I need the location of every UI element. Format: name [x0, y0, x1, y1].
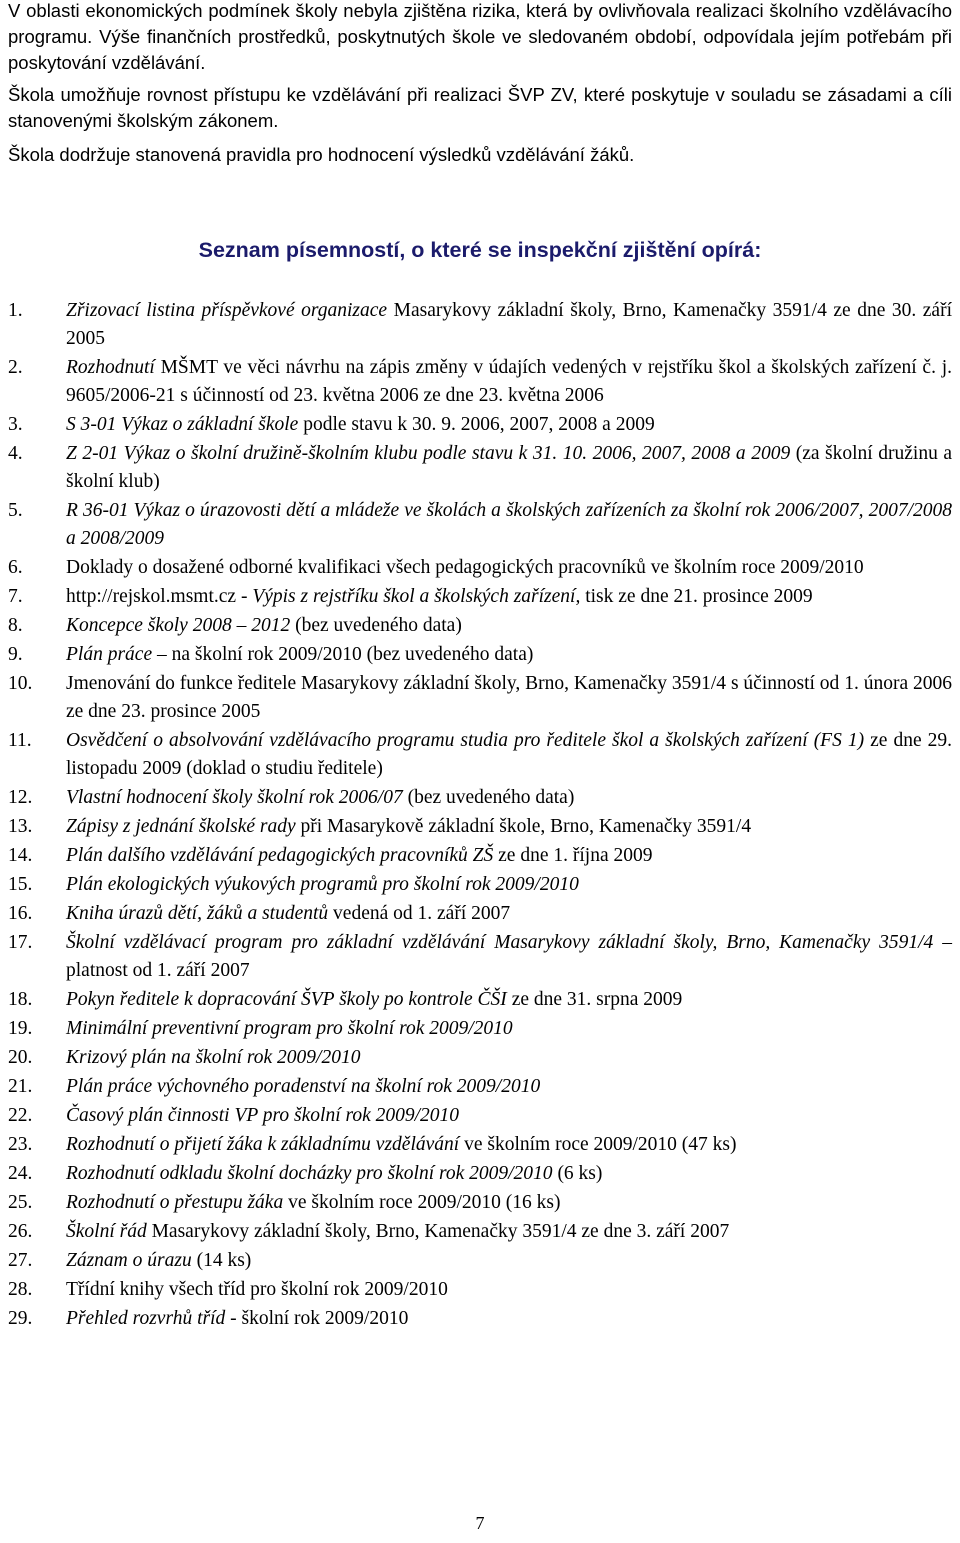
list-item-number: 17.	[8, 932, 33, 953]
document-title: Pokyn ředitele k dopracování ŠVP školy po kontrole ČŠI	[66, 989, 507, 1010]
list-item	[8, 1073, 952, 1101]
list-item-number: 11.	[8, 730, 32, 751]
document-title: Přehled rozvrhů tříd	[66, 1308, 226, 1329]
document-title: Osvědčení o absolvování vzdělávacího programu studia pro ředitele škol a školských zařízení (FS 1)	[66, 730, 865, 751]
document-title: S 3-01 Výkaz o základní škole	[66, 414, 299, 435]
document-detail: ve školním roce 2009/2010 (47 ks)	[459, 1134, 737, 1155]
document-title: Školní vzdělávací program pro základní vzdělávání Masarykovy základní školy, Brno, Kamenačky 3591/4	[66, 932, 934, 953]
list-item	[8, 1044, 952, 1072]
document-detail: ve školním roce 2009/2010 (16 ks)	[283, 1192, 561, 1213]
list-item	[8, 554, 952, 582]
document-detail: při Masarykově základní škole, Brno, Kamenačky 3591/4	[295, 816, 752, 837]
list-item-number: 6.	[8, 557, 23, 578]
intro-section	[8, 0, 952, 174]
document-title: Rozhodnutí o přijetí žáka k základnímu vzdělávání	[66, 1134, 460, 1155]
document-detail: Masarykovy základní školy, Brno, Kamenačky 3591/4 ze dne 30. září 2005	[66, 300, 952, 349]
document-title: R 36-01 Výkaz o úrazovosti dětí a mládeže ve školách a školských zařízeních za školní rok 2006/2007, 2007/2008 a 2008/2009	[66, 500, 952, 549]
document-detail: vedená od 1. září 2007	[328, 903, 511, 924]
document-title: Plán práce	[66, 644, 153, 665]
document-title: Časový plán činnosti VP pro školní rok 2009/2010	[66, 1105, 460, 1126]
document-detail: MŠMT ve věci návrhu na zápis změny v údajích vedených v rejstříku škol a školských zařízení č. j. 9605/2006-21 s účinností od 23. května 2006 ze dne 23. května 2006	[66, 357, 952, 406]
list-item-number: 5.	[8, 500, 23, 521]
intro-paragraph-assessment: Škola dodržuje stanovená pravidla pro hodnocení výsledků vzdělávání žáků.	[8, 144, 635, 165]
list-item	[8, 411, 952, 439]
list-item	[8, 297, 952, 353]
list-item-number: 8.	[8, 615, 23, 636]
list-item	[8, 670, 952, 726]
document-detail: (bez uvedeného data)	[402, 787, 575, 808]
document-title: Kniha úrazů dětí, žáků a studentů	[66, 903, 329, 924]
document-title: Zápisy z jednání školské rady	[66, 816, 296, 837]
list-item-number: 19.	[8, 1018, 33, 1039]
document-title: Plán dalšího vzdělávání pedagogických pracovníků ZŠ	[66, 845, 494, 866]
list-item-number: 20.	[8, 1047, 33, 1068]
list-item	[8, 583, 952, 611]
document-title: Zřizovací listina příspěvkové organizace	[66, 300, 388, 321]
list-item	[8, 1276, 952, 1304]
list-item-number: 22.	[8, 1105, 33, 1126]
list-item	[8, 354, 952, 410]
list-item-number: 16.	[8, 903, 33, 924]
intro-paragraph-economic: V oblasti ekonomických podmínek školy nebyla zjištěna rizika, která by ovlivňovala realizaci školního vzdělávacího programu. Výše finančních prostředků, poskytnutých škole ve sledovaném období, odpovídala jejím potřebám při poskytování vzdělávání.	[8, 0, 952, 73]
list-item	[8, 1160, 952, 1188]
list-item-number: 7.	[8, 586, 23, 607]
list-item-number: 21.	[8, 1076, 33, 1097]
documents-list-heading: Seznam písemností, o které se inspekční zjištění opírá:	[198, 238, 762, 262]
document-detail: http://rejskol.msmt.cz -	[66, 586, 253, 607]
document-title: Minimální preventivní program pro školní rok 2009/2010	[66, 1018, 513, 1039]
list-item-number: 25.	[8, 1192, 33, 1213]
list-item-number: 9.	[8, 644, 23, 665]
list-item-number: 24.	[8, 1163, 33, 1184]
document-title: Výpis z rejstříku škol a školských zařízení,	[252, 586, 581, 607]
list-item-number: 27.	[8, 1250, 33, 1271]
document-detail: Masarykovy základní školy, Brno, Kamenačky 3591/4 ze dne 3. září 2007	[146, 1221, 730, 1242]
list-item	[8, 1015, 952, 1043]
list-item	[8, 1247, 952, 1275]
document-title: Rozhodnutí o přestupu žáka	[66, 1192, 284, 1213]
list-item-number: 2.	[8, 357, 23, 378]
list-item	[8, 641, 952, 669]
list-item	[8, 813, 952, 841]
list-item-number: 1.	[8, 300, 23, 321]
list-item	[8, 784, 952, 812]
document-detail: Jmenování do funkce ředitele Masarykovy základní školy, Brno, Kamenačky 3591/4 s účinností od 1. února 2006 ze dne 23. prosince 2005	[66, 673, 952, 722]
list-item	[8, 842, 952, 870]
list-item-number: 15.	[8, 874, 33, 895]
list-item-number: 23.	[8, 1134, 33, 1155]
list-item	[8, 1102, 952, 1130]
document-detail: (14 ks)	[191, 1250, 252, 1271]
list-item-number: 29.	[8, 1308, 33, 1329]
list-item	[8, 612, 952, 640]
document-title: Školní řád	[66, 1221, 147, 1242]
document-title: Rozhodnutí	[66, 357, 155, 378]
list-item	[8, 871, 952, 899]
list-item-number: 10.	[8, 673, 33, 694]
document-detail: (za školní družinu a školní klub)	[66, 443, 952, 492]
list-item	[8, 1218, 952, 1246]
list-item-number: 26.	[8, 1221, 33, 1242]
list-item-number: 12.	[8, 787, 33, 808]
list-item-number: 13.	[8, 816, 33, 837]
list-item	[8, 727, 952, 783]
list-item	[8, 986, 952, 1014]
document-detail: (bez uvedeného data)	[290, 615, 462, 636]
page-number: 7	[475, 1513, 485, 1533]
document-detail: – platnost od 1. září 2007	[66, 932, 952, 981]
document-detail: - školní rok 2009/2010	[225, 1308, 409, 1329]
document-title: Rozhodnutí odkladu školní docházky pro školní rok 2009/2010	[66, 1163, 553, 1184]
document-title: Plán ekologických výukových programů pro školní rok 2009/2010	[66, 874, 579, 895]
document-title: Krizový plán na školní rok 2009/2010	[66, 1047, 361, 1068]
document-title: Záznam o úrazu	[66, 1250, 192, 1271]
list-item-number: 28.	[8, 1279, 33, 1300]
document-title: Plán práce výchovného poradenství na školní rok 2009/2010	[66, 1076, 541, 1097]
list-item	[8, 1189, 952, 1217]
list-item-number: 18.	[8, 989, 33, 1010]
document-detail: (6 ks)	[552, 1163, 603, 1184]
document-title: Z 2-01 Výkaz o školní družině-školním klubu podle stavu k 31. 10. 2006, 2007, 2008 a 2009	[66, 443, 791, 464]
document-detail: ze dne 1. října 2009	[493, 845, 653, 866]
list-item	[8, 1305, 952, 1333]
documents-list	[8, 297, 952, 1334]
list-item	[8, 1131, 952, 1159]
intro-paragraph-equal-access: Škola umožňuje rovnost přístupu ke vzdělávání při realizaci ŠVP ZV, které poskytuje v souladu se zásadami a cíli stanovenými školským zákonem.	[8, 84, 952, 131]
document-detail: ze dne 31. srpna 2009	[506, 989, 683, 1010]
document-detail: – na školní rok 2009/2010 (bez uvedeného data)	[152, 644, 534, 665]
document-detail: ze dne 29. listopadu 2009 (doklad o studiu ředitele)	[66, 730, 952, 779]
list-item-number: 4.	[8, 443, 23, 464]
list-item	[8, 929, 952, 985]
document-detail: podle stavu k 30. 9. 2006, 2007, 2008 a 2009	[298, 414, 655, 435]
document-detail: tisk ze dne 21. prosince 2009	[580, 586, 813, 607]
document-detail: Třídní knihy všech tříd pro školní rok 2009/2010	[66, 1279, 448, 1300]
list-item	[8, 900, 952, 928]
list-item	[8, 497, 952, 553]
document-title: Vlastní hodnocení školy školní rok 2006/07	[66, 787, 403, 808]
list-item-number: 3.	[8, 414, 23, 435]
list-item-number: 14.	[8, 845, 33, 866]
document-detail: Doklady o dosažené odborné kvalifikaci všech pedagogických pracovníků ve školním roce 2009/2010	[66, 557, 864, 578]
list-item	[8, 440, 952, 496]
document-title: Koncepce školy 2008 – 2012	[66, 615, 291, 636]
